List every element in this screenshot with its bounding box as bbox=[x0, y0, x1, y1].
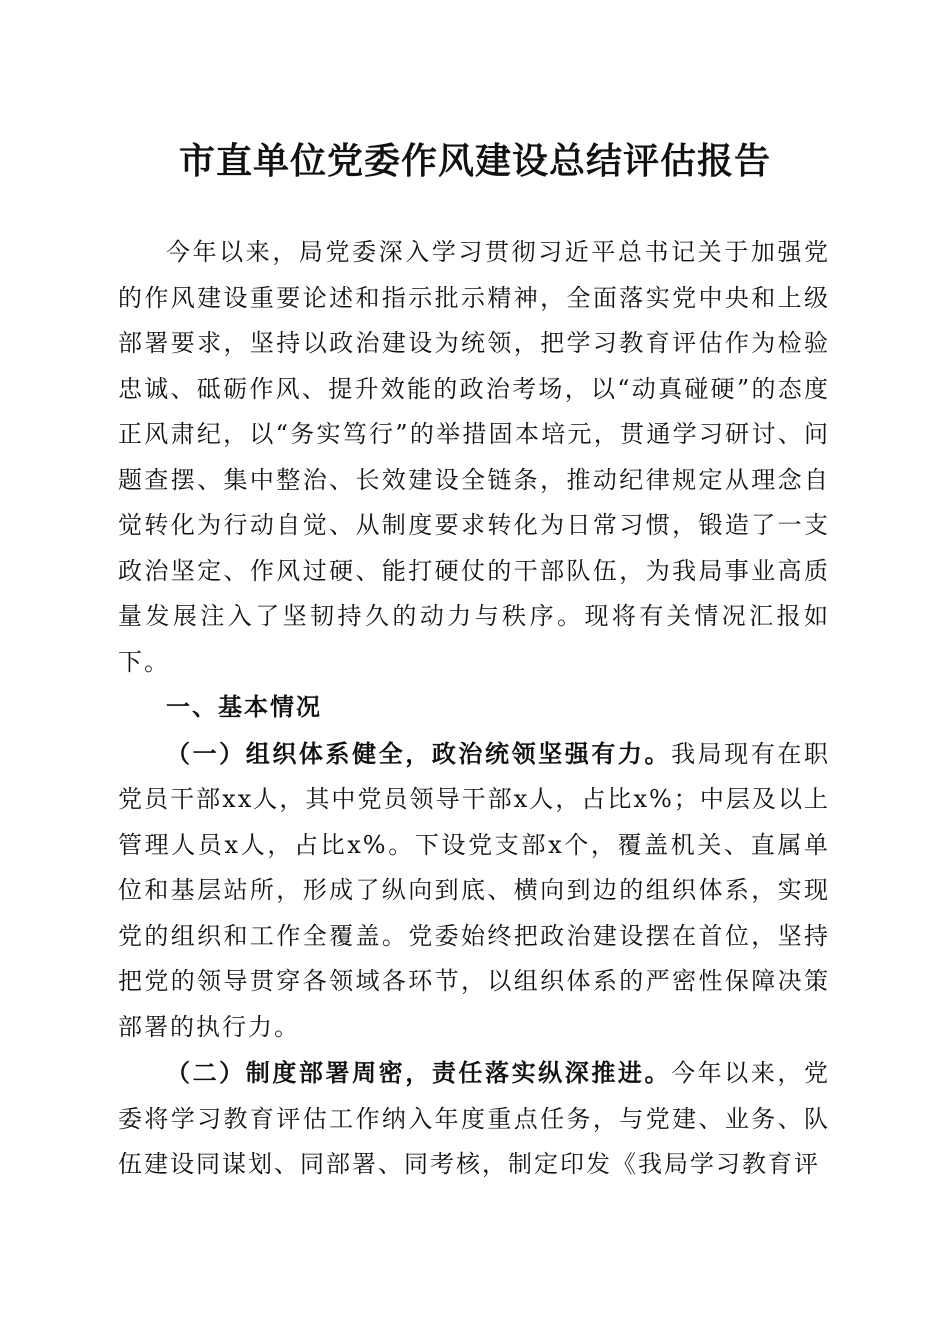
paragraph-1-body: 我局现有在职党员干部xx人，其中党员领导干部x人，占比x%；中层及以上管理人员x人，占比x%。下设党支部x个，覆盖机关、直属单位和基层站所，形成了纵向到底、横向到边的组织体系，实现党的组织和工作全覆盖。党委始终把政治建设摆在首位，坚持把党的领导贯穿各领域各环节，以组织体系的严密性保障决策部署的执行力。 bbox=[118, 739, 831, 1041]
paragraph-2 bbox=[118, 1050, 830, 1188]
paragraph-2-lead: （二）制度部署周密，责任落实纵深推进。 bbox=[166, 1058, 672, 1087]
paragraph-1 bbox=[118, 731, 830, 1051]
document-body bbox=[118, 230, 830, 1188]
paragraph-2-body: 今年以来，党委将学习教育评估工作纳入年度重点任务，与党建、业务、队伍建设同谋划、同部署、同考核，制定印发《我局学习教育评 bbox=[118, 1059, 831, 1178]
section-heading: 一、基本情况 bbox=[166, 693, 322, 721]
paragraph-1-lead: （一）组织体系健全，政治统领坚强有力。 bbox=[166, 738, 672, 768]
intro-paragraph: 今年以来，局党委深入学习贯彻习近平总书记关于加强党的作风建设重要论述和指示批示精神，全面落实党中央和上级部署要求，坚持以政治建设为统领，把学习教育评估作为检验忠诚、砥砺作风、提升效能的政治考场，以“动真碰硬”的态度正风肃纪，以“务实笃行”的举措固本培元，贯通学习研讨、问题查摆、集中整治、长效建设全链条，推动纪律规定从理念自觉转化为行动自觉、从制度要求转化为日常习惯，锻造了一支政治坚定、作风过硬、能打硬仗的干部队伍，为我局事业高质量发展注入了坚韧持久的动力与秩序。现将有关情况汇报如下。 bbox=[118, 238, 830, 676]
document-title: 市直单位党委作风建设总结评估报告 bbox=[178, 140, 771, 182]
